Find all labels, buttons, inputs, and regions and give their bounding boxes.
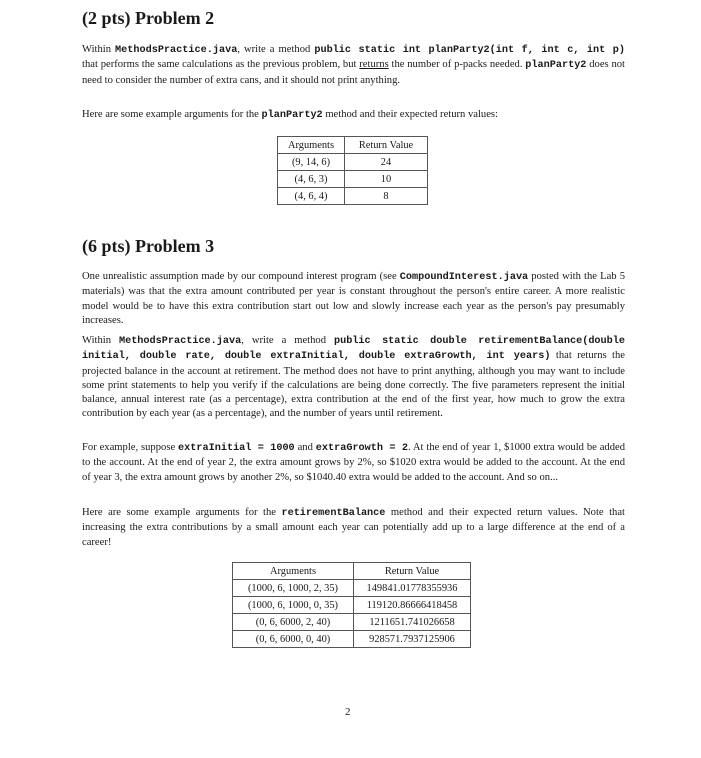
problem-3-paragraph-4: Here are some example arguments for the retirementBalance method and their expected return values. Note that increasing the extra contributions by a small amount each year can potentially add up to a large difference at the end of a career! (82, 507, 625, 548)
problem-3-paragraph-2: Within MethodsPractice.java, write a method public static double retirementBalance(double initial, double rate, double extraInitial, double extraGrowth, int years) that returns the projected balance in the account at retirement. The method does not have to print anything, although you may want to include some print statements to help you verify if the calculations are being done correctly. The five parameters represent the initial balance, annual interest rate (as a percentage), extra contribution at the end of the first year, how much to grow the extra contribution by each year (as a percentage), and the number of years until retirement. (82, 335, 625, 420)
problem-3-heading: (6 pts) Problem 3 (82, 236, 215, 256)
problem-2-examples-table (277, 136, 428, 205)
table-cell-arguments: (4, 6, 4) (278, 188, 345, 205)
table-cell-arguments: (1000, 6, 1000, 2, 35) (233, 580, 354, 597)
table-row (233, 631, 471, 648)
table-header-return-value: Return Value (354, 563, 471, 580)
table-cell-return-value: 1211651.741026658 (354, 614, 471, 631)
table-row (233, 580, 471, 597)
table-header-return-value: Return Value (345, 137, 428, 154)
problem-3-examples-table (232, 562, 471, 648)
problem-2-paragraph-2: Here are some example arguments for the planParty2 method and their expected return values: (82, 109, 498, 121)
table-header-row (278, 137, 428, 154)
table-cell-arguments: (0, 6, 6000, 0, 40) (233, 631, 354, 648)
page-number: 2 (345, 706, 351, 718)
table-cell-return-value: 10 (345, 171, 428, 188)
table-row (278, 154, 428, 171)
table-cell-return-value: 8 (345, 188, 428, 205)
table-row (233, 597, 471, 614)
table-row (233, 614, 471, 631)
table-cell-arguments: (9, 14, 6) (278, 154, 345, 171)
problem-2-heading: (2 pts) Problem 2 (82, 8, 215, 28)
problem-2-paragraph-1: Within MethodsPractice.java, write a method public static int planParty2(int f, int c, int p) that performs the same calculations as the previous problem, but returns the number of p-packs needed. planParty2 does not need to consider the number of extra cans, and it should not print anything. (82, 44, 625, 86)
table-cell-return-value: 928571.7937125906 (354, 631, 471, 648)
table-header-arguments: Arguments (278, 137, 345, 154)
table-cell-arguments: (4, 6, 3) (278, 171, 345, 188)
table-cell-arguments: (1000, 6, 1000, 0, 35) (233, 597, 354, 614)
table-cell-return-value: 119120.86666418458 (354, 597, 471, 614)
table-row (278, 188, 428, 205)
table-cell-arguments: (0, 6, 6000, 2, 40) (233, 614, 354, 631)
table-cell-return-value: 24 (345, 154, 428, 171)
table-row (278, 171, 428, 188)
table-header-row (233, 563, 471, 580)
table-cell-return-value: 149841.01778355936 (354, 580, 471, 597)
problem-3-paragraph-1: One unrealistic assumption made by our compound interest program (see CompoundInterest.java posted with the Lab 5 materials) was that the extra amount contributed per year is constant throughout the person's entire career. A more realistic model would be to have this extra contribution start out low and slowly increase each year as the person's pay presumably increases. (82, 271, 625, 326)
problem-3-paragraph-3: For example, suppose extraInitial = 1000 and extraGrowth = 2. At the end of year 1, $1000 extra would be added to the account. At the end of year 2, the extra amount grows by 2%, so $1020 extra would be added to the account. At the end of year 3, the extra amount grows by another 2%, so $1040.40 extra would be added to the account. And so on... (82, 442, 626, 483)
table-header-arguments: Arguments (233, 563, 354, 580)
